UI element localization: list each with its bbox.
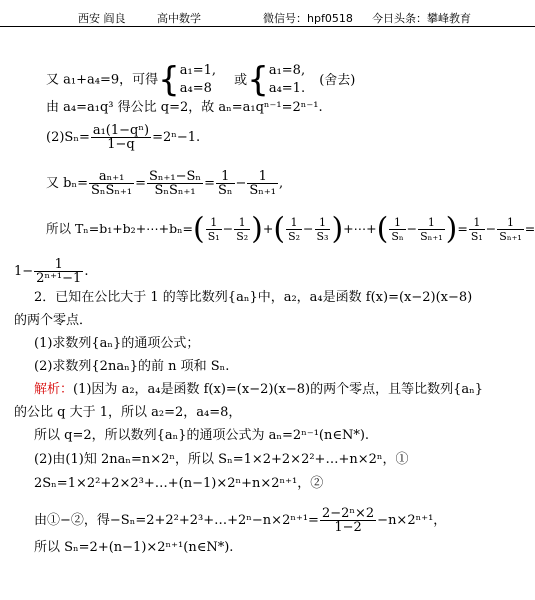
eq: a₄=1. — [268, 81, 306, 96]
line-text: 由①−②，得−Sₙ=2+2²+2³+…+2ⁿ−n×2ⁿ⁺¹= — [34, 513, 319, 528]
header-location: 西安 阎良 — [78, 12, 126, 25]
line-text: 又 bₙ= — [46, 176, 88, 191]
solution-line-3: 所以 q=2，所以数列{aₙ}的通项公式为 aₙ=2ⁿ⁻¹(n∈N*). — [34, 428, 370, 443]
fraction — [216, 170, 235, 197]
denominator: S₂ — [236, 230, 249, 243]
line-text: 1− — [14, 264, 34, 279]
denominator: 1−q — [107, 137, 135, 152]
fraction: $\frac{1}{\text{S₁}}$ — [470, 216, 483, 243]
fraction — [320, 507, 376, 534]
fraction — [91, 124, 151, 151]
fraction: $\frac{1}{\text{Sₙ}}$ — [391, 216, 404, 243]
numerator: 1 — [216, 170, 235, 184]
left-brace: { — [247, 60, 269, 100]
line-text: (2)Sₙ= — [46, 130, 90, 145]
line-bn: 又 bₙ= $\frac{\text{aₙ₊₁}}{\text{SₙSₙ₊₁}}$ = $\frac{\text{Sₙ₊₁−Sₙ}}{\text{SₙSₙ₊₁}}$ = $\frac{1}{\text{Sₙ}}$ − $\frac{1}{\text{Sₙ₊₁}}$ , — [46, 169, 284, 198]
denominator: SₙSₙ₊₁ — [90, 183, 133, 198]
denominator: 2ⁿ⁺¹−1 — [36, 271, 82, 286]
denominator: SₙSₙ₊₁ — [154, 183, 196, 198]
fraction: $\frac{1}{\text{S₃}}$ — [316, 216, 329, 243]
numerator: 1 — [247, 170, 278, 184]
system-1 — [180, 62, 216, 98]
numerator: aₙ₊₁ — [89, 170, 134, 184]
denominator: S₁ — [207, 230, 220, 243]
numerator: Sₙ₊₁−Sₙ — [149, 169, 202, 184]
problem-2-stem: 2．已知在公比大于 1 的等比数列{aₙ}中，a₂，a₄是函数 f(x)=(x−2)(x−8) — [34, 290, 473, 305]
system-2 — [269, 62, 305, 98]
fraction — [247, 170, 278, 197]
denominator: Sₙ₊₁ — [249, 183, 277, 198]
fraction: $\frac{1}{\text{S₁}}$ — [207, 216, 220, 243]
line-tn-result — [14, 258, 88, 285]
denominator: S₃ — [316, 230, 329, 243]
eq: a₁=8, — [268, 63, 306, 78]
eq: a₄=8 — [179, 81, 212, 96]
denominator: 1−2 — [334, 520, 362, 535]
line-tn: 所以 Tₙ=b₁+b₂+⋯+bₙ=( $\frac{1}{\text{S₁}}$ − $\frac{1}{\text{S₂}}$ )+( $\frac{1}{\text{S₂}}$ − $\frac{1}{\text{S₃}}$ )+⋯+( $\frac{1}{\text{Sₙ}}$ − $\frac{1}{\text{Sₙ₊₁}}$ )= $\frac{1}{\text{S₁}}$ − $\frac{1}{\text{Sₙ₊₁}}$ = — [46, 211, 535, 247]
solution-line-4: (2)由(1)知 2naₙ=n×2ⁿ，所以 Sₙ=1×2+2×2²+…+n×2ⁿ，① — [34, 452, 409, 467]
note: (舍去) — [319, 72, 356, 88]
solution-line-2: 的公比 q 大于 1，所以 a₂=2，a₄=8， — [14, 405, 242, 420]
numerator: a₁(1−qⁿ) — [92, 123, 150, 138]
fraction: $\frac{1}{\text{S₂}}$ — [236, 216, 249, 243]
numerator: 2−2ⁿ×2 — [321, 506, 375, 521]
line-text: 所以 Tₙ=b₁+b₂+⋯+bₙ= — [46, 221, 194, 236]
denominator: Sₙ — [391, 230, 404, 243]
line-text: (1)因为 a₂，a₄是函数 f(x)=(x−2)(x−8)的两个零点，且等比数列{aₙ} — [73, 382, 483, 397]
fraction — [89, 170, 134, 197]
solution-line-5: 2Sₙ=1×2²+2×2³+…+(n−1)×2ⁿ+n×2ⁿ⁺¹，② — [34, 476, 324, 491]
line-sum — [46, 124, 200, 151]
denominator: Sₙ₊₁ — [420, 230, 443, 243]
eq: a₁=1, — [179, 63, 217, 78]
solution-line-1 — [34, 382, 483, 398]
line-text: 又 a₁+a₄=9，可得 — [46, 72, 159, 88]
fraction: $\frac{1}{\text{S₂}}$ — [288, 216, 301, 243]
denominator: Sₙ — [217, 183, 233, 198]
question-2: (2)求数列{2naₙ}的前 n 项和 Sₙ. — [34, 359, 230, 374]
denominator: S₁ — [470, 230, 483, 243]
line-text: −n×2ⁿ⁺¹， — [377, 513, 447, 528]
solution-line-7: 所以 Sₙ=2+(n−1)×2ⁿ⁺¹(n∈N*). — [34, 540, 234, 555]
solution-label: 解析： — [34, 382, 74, 397]
denominator: S₂ — [288, 230, 301, 243]
fraction: $\frac{1}{\text{Sₙ₊₁}}$ — [420, 216, 443, 243]
line-ratio: 由 a₄=a₁q³ 得公比 q=2，故 aₙ=a₁qⁿ⁻¹=2ⁿ⁻¹. — [46, 100, 323, 115]
denominator: Sₙ₊₁ — [499, 230, 522, 243]
or-text: 或 — [234, 72, 248, 88]
fraction: $\frac{1}{\text{Sₙ₊₁}}$ — [499, 216, 522, 243]
header-wechat: 微信号：hpf0518 — [263, 12, 353, 25]
numerator: 1 — [34, 258, 83, 272]
fraction — [147, 170, 203, 197]
line-text: =2ⁿ−1. — [152, 130, 201, 145]
page-header — [0, 0, 535, 27]
line-system — [46, 62, 355, 98]
header-subject: 高中数学 — [157, 12, 201, 25]
left-brace: { — [158, 60, 180, 100]
fraction — [34, 258, 83, 285]
question-1: (1)求数列{aₙ}的通项公式； — [34, 336, 200, 351]
header-toutiao: 今日头条：攀峰教育 — [372, 12, 471, 25]
solution-line-6 — [34, 507, 446, 534]
line-text: . — [84, 264, 89, 279]
problem-2-stem-cont: 的两个零点． — [14, 313, 93, 328]
